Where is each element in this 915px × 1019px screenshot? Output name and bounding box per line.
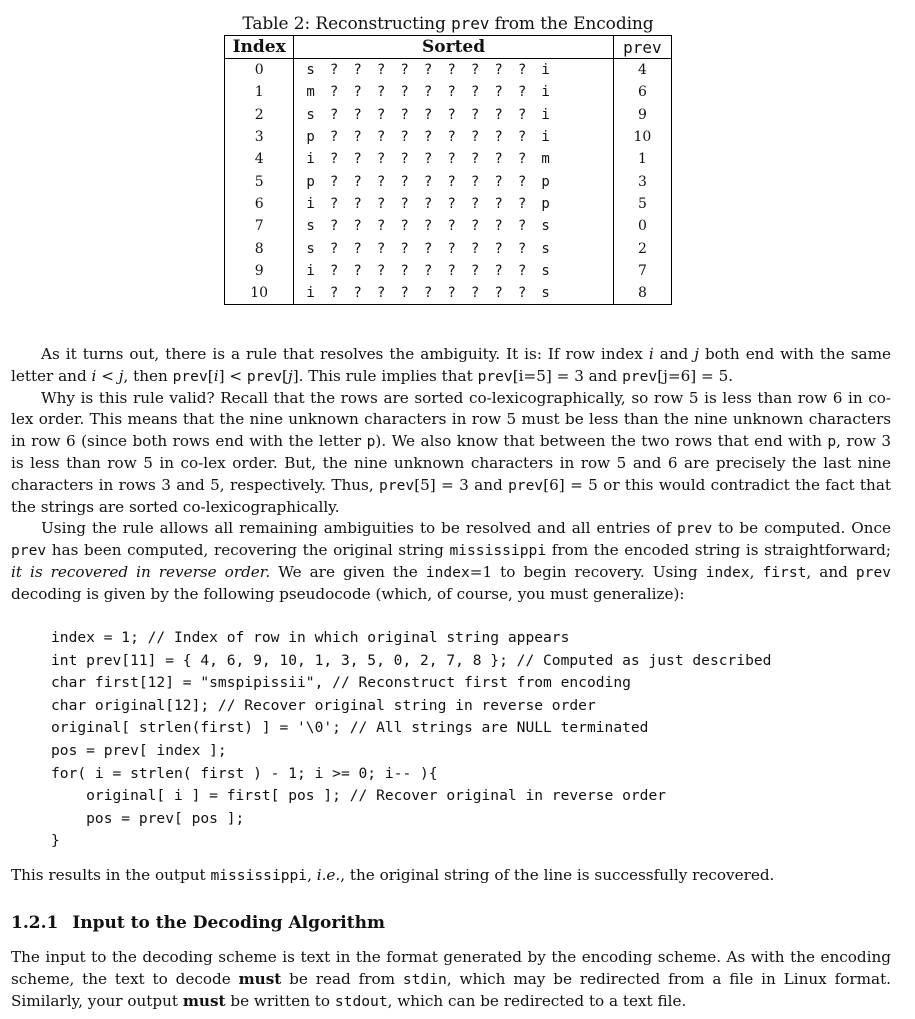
result-sentence: This results in the output mississippi, i.e., the original string of the line is successfully recovered. <box>11 866 775 884</box>
sorted-char: ? <box>376 240 386 257</box>
sorted-char: p <box>306 173 315 190</box>
sorted-char: ? <box>447 151 456 168</box>
sorted-char: ? <box>329 129 339 146</box>
sorted-char: s <box>541 240 550 257</box>
code-line: pos = prev[ index ]; <box>51 741 227 759</box>
prev-header: prev <box>613 36 671 59</box>
paragraph-rule: As it turns out, there is a rule that resolves the ambiguity. It is: If row index i and j both end with the same letter and i < j, then prev[i] < prev[j]. This rule implies that prev[i=5] = 3 and prev[j=6] = 5. <box>11 345 892 385</box>
sorted-char: ? <box>517 285 527 302</box>
sorted-char: ? <box>376 262 386 279</box>
sorted-char: i <box>541 106 550 123</box>
sorted-char: ? <box>517 62 527 79</box>
table-row <box>225 59 672 82</box>
sorted-char: ? <box>470 151 480 168</box>
sorted-char: i <box>541 62 550 79</box>
sorted-char: ? <box>470 195 480 212</box>
sorted-char: i <box>541 129 550 146</box>
sorted-char: ? <box>494 151 503 168</box>
table-row <box>225 215 672 237</box>
sorted-char: s <box>306 62 315 79</box>
sorted-char: i <box>306 195 315 212</box>
index-header: Index <box>225 36 294 59</box>
body-text <box>11 344 891 606</box>
sorted-char: ? <box>470 240 480 257</box>
sorted-char: ? <box>494 240 503 257</box>
sorted-char: ? <box>423 151 433 168</box>
sorted-char: ? <box>353 285 362 302</box>
sorted-char: p <box>541 195 550 212</box>
sorted-char: ? <box>447 285 456 302</box>
sorted-char: ? <box>423 129 433 146</box>
row-index-cell: 7 <box>225 215 294 237</box>
sorted-char: ? <box>329 240 339 257</box>
sorted-char: ? <box>494 84 503 101</box>
table-caption <box>224 14 672 34</box>
row-index-cell: 0 <box>225 59 294 82</box>
sorted-char: p <box>541 173 550 190</box>
sorted-char: s <box>306 106 315 123</box>
sorted-cell <box>294 260 614 282</box>
sorted-char: ? <box>447 195 456 212</box>
caption-text: from the Encoding <box>494 14 654 34</box>
sorted-char: ? <box>447 84 456 101</box>
sorted-char: ? <box>376 173 386 190</box>
prev-cell: 3 <box>613 170 671 192</box>
sorted-char: ? <box>517 84 527 101</box>
row-index-cell: 4 <box>225 148 294 170</box>
sorted-char: ? <box>494 285 503 302</box>
sorted-char: ? <box>423 285 433 302</box>
prev-cell: 4 <box>613 59 671 82</box>
row-index-cell: 10 <box>225 282 294 305</box>
code-line: pos = prev[ pos ]; <box>51 809 245 827</box>
sorted-char: ? <box>470 84 480 101</box>
prev-cell: 2 <box>613 237 671 259</box>
sorted-char: ? <box>470 173 480 190</box>
sorted-char: ? <box>353 129 362 146</box>
sorted-char: s <box>541 218 550 235</box>
row-index-cell: 3 <box>225 126 294 148</box>
sorted-char: ? <box>423 262 433 279</box>
sorted-cell <box>294 104 614 126</box>
sorted-char: ? <box>400 262 409 279</box>
sorted-char: ? <box>400 173 409 190</box>
sorted-char: s <box>541 262 550 279</box>
sorted-char: ? <box>517 195 527 212</box>
sorted-char: ? <box>353 173 362 190</box>
sorted-char: ? <box>470 129 480 146</box>
code-line: index = 1; // Index of row in which original string appears <box>51 629 570 646</box>
sorted-char: ? <box>329 262 339 279</box>
sorted-char: ? <box>423 218 433 235</box>
sorted-char: ? <box>470 106 480 123</box>
code-line: char original[12]; // Recover original string in reverse order <box>51 696 596 714</box>
sorted-char: ? <box>376 218 386 235</box>
sorted-char: ? <box>353 106 362 123</box>
sorted-cell <box>294 81 614 103</box>
paragraph-recovery: Using the rule allows all remaining ambiguities to be resolved and all entries of prev to be computed. Once prev has been computed, recovering the original string mississippi from the encoded string is straightforward; it is recovered in reverse order. We are given the index=1 to begin recovery. Using index, first, and prev decoding is given by the following pseudocode (which, of course, you must generalize): <box>11 519 892 603</box>
caption-text: Table 2: Reconstructing <box>242 14 446 34</box>
sorted-char: ? <box>423 195 433 212</box>
sorted-char: ? <box>353 84 362 101</box>
sorted-char: ? <box>353 218 362 235</box>
sorted-char: ? <box>353 240 362 257</box>
table-header-row <box>225 36 672 59</box>
sorted-char: ? <box>329 195 339 212</box>
prev-cell: 10 <box>613 126 671 148</box>
sorted-char: ? <box>423 240 433 257</box>
sorted-char: ? <box>400 106 409 123</box>
sorted-char: ? <box>470 62 480 79</box>
prev-cell: 8 <box>613 282 671 305</box>
sorted-char: ? <box>376 151 386 168</box>
row-index-cell: 6 <box>225 193 294 215</box>
sorted-char: ? <box>329 151 339 168</box>
sorted-char: ? <box>447 262 456 279</box>
sorted-char: ? <box>423 106 433 123</box>
sorted-cell <box>294 193 614 215</box>
sorted-char: ? <box>447 240 456 257</box>
table-row <box>225 126 672 148</box>
sorted-char: ? <box>517 218 527 235</box>
sorted-char: ? <box>517 106 527 123</box>
sorted-char: ? <box>517 173 527 190</box>
sorted-char: s <box>541 285 550 302</box>
sorted-char: ? <box>423 62 433 79</box>
sorted-char: ? <box>400 285 409 302</box>
sorted-char: ? <box>470 262 480 279</box>
section-heading <box>11 913 385 933</box>
sorted-cell <box>294 126 614 148</box>
sorted-char: ? <box>400 195 409 212</box>
sorted-cell <box>294 282 614 305</box>
pseudocode-block <box>51 627 771 853</box>
table-row <box>225 148 672 170</box>
sorted-char: ? <box>494 129 503 146</box>
sorted-char: ? <box>376 195 386 212</box>
body-text-input <box>11 947 891 1012</box>
sorted-char: ? <box>353 262 362 279</box>
sorted-char: ? <box>494 218 503 235</box>
sorted-char: ? <box>447 106 456 123</box>
sorted-char: s <box>306 240 315 257</box>
sorted-char: ? <box>376 285 386 302</box>
sorted-char: ? <box>423 84 433 101</box>
sorted-char: ? <box>470 285 480 302</box>
sorted-char: ? <box>329 173 339 190</box>
sorted-char: ? <box>329 62 339 79</box>
sorted-char: ? <box>447 173 456 190</box>
sorted-char: ? <box>400 218 409 235</box>
sorted-char: ? <box>494 62 503 79</box>
table-row <box>225 81 672 103</box>
sorted-char: ? <box>400 62 409 79</box>
table-row <box>225 193 672 215</box>
sorted-char: ? <box>400 151 409 168</box>
prev-cell: 6 <box>613 81 671 103</box>
prev-cell: 7 <box>613 260 671 282</box>
sorted-char: ? <box>400 84 409 101</box>
table-row <box>225 282 672 305</box>
sorted-char: p <box>306 129 315 146</box>
sorted-char: ? <box>494 262 503 279</box>
section-number: 1.2.1 <box>11 913 59 933</box>
table-row <box>225 237 672 259</box>
prev-cell: 9 <box>613 104 671 126</box>
sorted-char: ? <box>376 129 386 146</box>
sorted-char: ? <box>353 195 362 212</box>
code-line: } <box>51 832 60 850</box>
sorted-char: ? <box>447 62 456 79</box>
sorted-char: ? <box>494 195 503 212</box>
sorted-cell <box>294 170 614 192</box>
sorted-char: i <box>306 262 315 279</box>
caption-code: prev <box>451 14 490 33</box>
sorted-char: ? <box>400 240 409 257</box>
sorted-char: ? <box>329 218 339 235</box>
sorted-char: ? <box>470 218 480 235</box>
sorted-char: ? <box>517 240 527 257</box>
table-row <box>225 260 672 282</box>
sorted-char: ? <box>494 106 503 123</box>
code-line: original[ strlen(first) ] = '\0'; // All strings are NULL terminated <box>51 719 649 737</box>
row-index-cell: 2 <box>225 104 294 126</box>
sorted-char: ? <box>376 106 386 123</box>
sorted-cell <box>294 59 614 82</box>
sorted-char: ? <box>329 106 339 123</box>
sorted-char: ? <box>353 151 362 168</box>
sorted-cell <box>294 148 614 170</box>
sorted-char: ? <box>517 129 527 146</box>
sorted-char: s <box>306 218 315 235</box>
sorted-char: m <box>541 151 550 168</box>
table-row <box>225 170 672 192</box>
sorted-cell <box>294 215 614 237</box>
row-index-cell: 9 <box>225 260 294 282</box>
sorted-char: ? <box>517 151 527 168</box>
reconstruction-table-figure <box>224 14 672 305</box>
sorted-char: i <box>306 285 315 302</box>
sorted-char: ? <box>353 62 362 79</box>
row-index-cell: 8 <box>225 237 294 259</box>
sorted-char: ? <box>447 129 456 146</box>
sorted-char: ? <box>376 62 386 79</box>
paragraph-input: The input to the decoding scheme is text in the format generated by the encoding scheme. As with the encoding scheme, the text to decode must be read from stdin, which may be redirected from a file in Linux format. Similarly, your output must be written to stdout, which can be redirected to a text file. <box>11 948 891 1010</box>
sorted-char: ? <box>400 129 409 146</box>
reconstruction-table <box>224 35 672 305</box>
sorted-char: i <box>306 151 315 168</box>
sorted-cell <box>294 237 614 259</box>
code-line: char first[12] = "smspipissii", // Reconstruct first from encoding <box>51 674 631 692</box>
table-row <box>225 104 672 126</box>
sorted-char: m <box>306 84 315 101</box>
section-title: Input to the Decoding Algorithm <box>72 913 385 933</box>
sorted-char: ? <box>423 173 433 190</box>
sorted-char: ? <box>494 173 503 190</box>
code-line: for( i = strlen( first ) - 1; i >= 0; i-- ){ <box>51 764 438 782</box>
prev-cell: 1 <box>613 148 671 170</box>
row-index-cell: 5 <box>225 170 294 192</box>
code-line: int prev[11] = { 4, 6, 9, 10, 1, 3, 5, 0, 2, 7, 8 }; // Computed as just described <box>51 651 772 669</box>
sorted-char: ? <box>329 84 339 101</box>
sorted-char: ? <box>447 218 456 235</box>
sorted-header: Sorted <box>294 36 614 59</box>
code-line: original[ i ] = first[ pos ]; // Recover original in reverse order <box>51 787 667 805</box>
sorted-char: ? <box>517 262 527 279</box>
row-index-cell: 1 <box>225 81 294 103</box>
prev-cell: 5 <box>613 193 671 215</box>
sorted-char: i <box>541 84 550 101</box>
paragraph-validity: Why is this rule valid? Recall that the rows are sorted co-lexicographically, so row 5 is less than row 6 in co-lex order. This means that the nine unknown characters in row 5 must be less than the nine unknown characters in row 6 (since both rows end with the letter p). We also know that between the two rows that end with p, row 3 is less than row 5 in co-lex order. But, the nine unknown characters in row 5 and 6 are precisely the last nine characters in rows 3 and 5, respectively. Thus, prev[5] = 3 and prev[6] = 5 or this would contradict the fact that the strings are sorted co-lexicographically. <box>11 388 891 516</box>
sorted-char: ? <box>376 84 386 101</box>
prev-cell: 0 <box>613 215 671 237</box>
sorted-char: ? <box>329 285 339 302</box>
